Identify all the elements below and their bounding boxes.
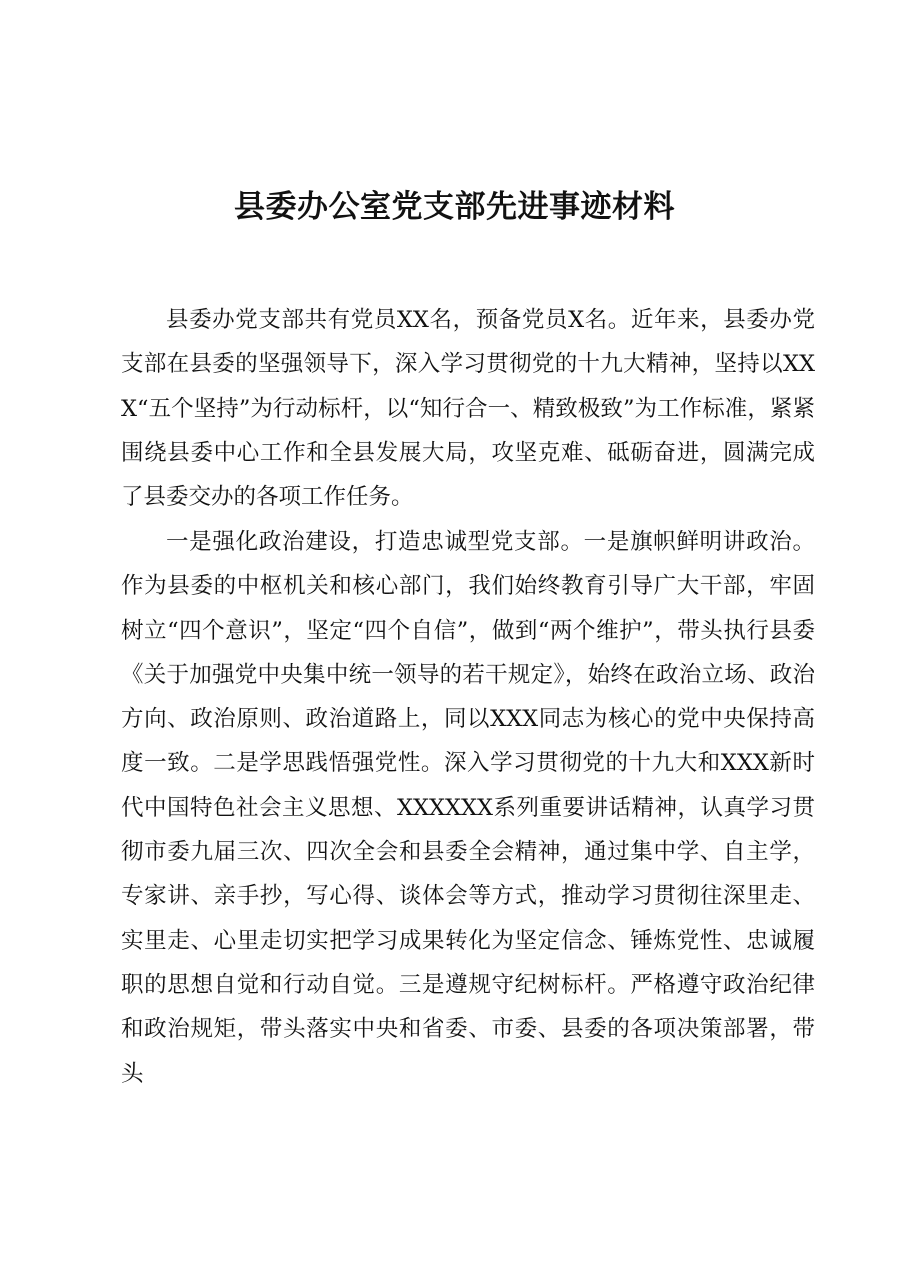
document-title: 县委办公室党支部先进事迹材料 bbox=[234, 189, 675, 225]
paragraph-intro: 县委办党支部共有党员XX名，预备党员X名。近年来，县委办党支部在县委的坚强领导下，深入学习贯彻党的十九大精神，坚持以XXX“五个坚持”为行动标杆，以“知行合一、精致极致”为工作标准，紧紧围绕县委中心工作和全县发展大局，攻坚克难、砥砺奋进，圆满完成了县委交办的各项工作任务。 bbox=[121, 307, 815, 511]
paragraph-political-building: 一是强化政治建设，打造忠诚型党支部。一是旗帜鲜明讲政治。作为县委的中枢机关和核心部门，我们始终教育引导广大干部，牢固树立“四个意识”，坚定“四个自信”，做到“两个维护”，带头执行县委《关于加强党中央集中统一领导的若干规定》，始终在政治立场、政治方向、政治原则、政治道路上，同以XXX同志为核心的党中央保持高度一致。二是学思践悟强党性。深入学习贯彻党的十九大和XXX新时代中国特色社会主义思想、XXXXXX系列重要讲话精神，认真学习贯彻市委九届三次、四次全会和县委全会精神，通过集中学、自主学，专家讲、亲手抄，写心得、谈体会等方式，推动学习贯彻往深里走、实里走、心里走切实把学习成果转化为坚定信念、锤炼党性、忠诚履职的思想自觉和行动自觉。三是遵规守纪树标杆。严格遵守政治纪律和政治规矩，带头落实中央和省委、市委、县委的各项决策部署，带头 bbox=[121, 529, 815, 1087]
